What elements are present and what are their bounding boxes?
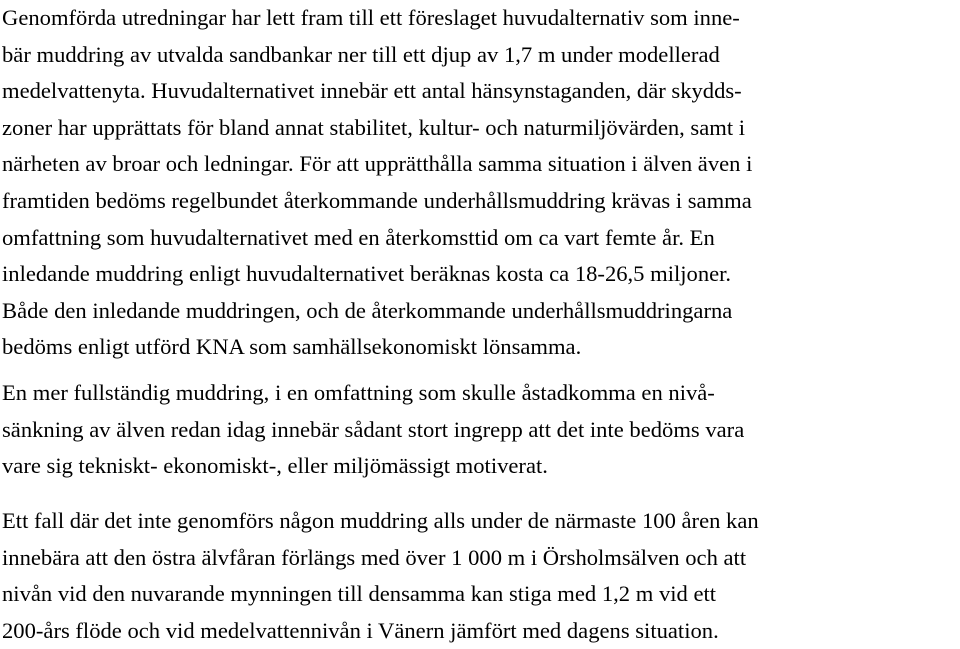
text-line: närheten av broar och ledningar. För att upprätthålla samma situation i älven även i: [2, 151, 753, 177]
paragraph-full-dredging: [2, 375, 958, 485]
text-line: Både den inledande muddringen, och de återkommande underhållsmuddringarna: [2, 297, 733, 323]
paragraph-main-alternative: [2, 0, 958, 366]
text-line: framtiden bedöms regelbundet återkommande underhållsmuddring krävas i samma: [2, 187, 752, 213]
text-line: innebära att den östra älvfåran förlängs med över 1 000 m i Örsholmsälven och att: [2, 544, 747, 570]
text-line: bedöms enligt utförd KNA som samhällsekonomiskt lönsamma.: [2, 334, 582, 360]
text-line: Genomförda utredningar har lett fram till ett föreslaget huvudalternativ som inne-: [2, 5, 740, 30]
text-line: En mer fullständig muddring, i en omfattning som skulle åstadkomma en nivå-: [2, 380, 715, 405]
text-line: zoner har upprättats för bland annat stabilitet, kultur- och naturmiljövärden, samt i: [2, 114, 746, 140]
text-line: vare sig tekniskt- ekonomiskt-, eller miljömässigt motiverat.: [2, 453, 548, 479]
text-line: bär muddring av utvalda sandbankar ner till ett djup av 1,7 m under modellerad: [2, 41, 720, 67]
paragraph-no-dredging: [2, 503, 958, 649]
text-line: inledande muddring enligt huvudalternativet beräknas kosta ca 18-26,5 miljoner.: [2, 261, 732, 287]
text-line: nivån vid den nuvarande mynningen till densamma kan stiga med 1,2 m vid ett: [2, 581, 717, 607]
text-line: medelvattenyta. Huvudalternativet innebär ett antal hänsynstaganden, där skydds-: [2, 78, 742, 104]
text-line: 200-års flöde och vid medelvattennivån i Vänern jämfört med dagens situation.: [2, 617, 719, 643]
text-line: Ett fall där det inte genomförs någon muddring alls under de närmaste 100 åren kan: [2, 508, 759, 533]
text-line: omfattning som huvudalternativet med en återkomsttid om ca vart femte år. En: [2, 224, 715, 250]
text-line: sänkning av älven redan idag innebär sådant stort ingrepp att det inte bedöms vara: [2, 416, 745, 442]
